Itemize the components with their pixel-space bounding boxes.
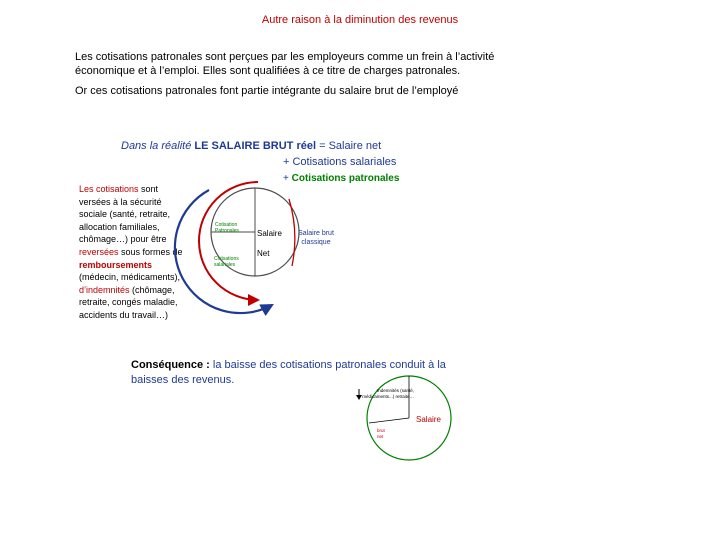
pie1-label-salaire: Salaire (257, 229, 282, 238)
salaire-brut-classique-label: Salaire brut classique (298, 230, 334, 246)
pie2-divider-diagonal (369, 418, 409, 423)
pie1-label-net: Net (257, 249, 270, 258)
explanation-part-6: (médecin, médicaments), (79, 272, 181, 283)
cotisations-patronales-label: Cotisations patronales (291, 173, 400, 184)
plus-cotisations-salariales: + Cotisations salariales (283, 156, 397, 168)
pie2-label-brut-net: brut net (377, 428, 385, 439)
red-flow-arrow (199, 182, 258, 300)
reality-eq: = Salaire net (319, 140, 382, 152)
reality-bold-label: LE SALAIRE BRUT réel (194, 140, 317, 152)
plus-sign: + (283, 173, 289, 184)
consequence-body: la baisse des cotisations patronales conduit à la baisses des revenus. (131, 359, 446, 386)
paragraph-charges: Les cotisations patronales sont perçues par les employeurs comme un frein à l’activité économique et à l’emploi. Elles sont qualifiées à ce titre de charges patronales. (75, 51, 495, 77)
pie1-label-cotisations-salariales: Cotisations salariales (214, 256, 239, 268)
paragraph-salaire-brut: Or ces cotisations patronales font partie intégrante du salaire brut de l’employé (75, 85, 459, 97)
explanation-part-5: remboursements (79, 259, 153, 270)
explanation-part-4: sous formes de (118, 246, 183, 257)
consequence-label: Conséquence : (131, 359, 210, 371)
slide-title: Autre raison à la diminution des revenus (261, 14, 459, 26)
explanation-part-1: Les cotisations (79, 184, 139, 194)
explanation-part-3: reversées (79, 246, 119, 257)
pie2-label-indemnites: Indemnités (santé, médicaments...) retraite… (362, 388, 414, 399)
explanation-part-2: sont versées à la sécurité sociale (santé, retraite, allocation familiales, chômage…) pour être (79, 184, 171, 245)
reality-prefix: Dans la réalité (121, 140, 192, 152)
pie1-label-cotisation-patronales: Cotisation Patronales (215, 222, 239, 234)
explanation-part-8: (chômage, retraite, congés maladie, accidents du travail…) (79, 284, 178, 320)
pie2-label-salaire: Salaire (416, 415, 441, 424)
explanation-part-7: d’indemnités (79, 284, 130, 295)
consequence-text (131, 358, 461, 388)
